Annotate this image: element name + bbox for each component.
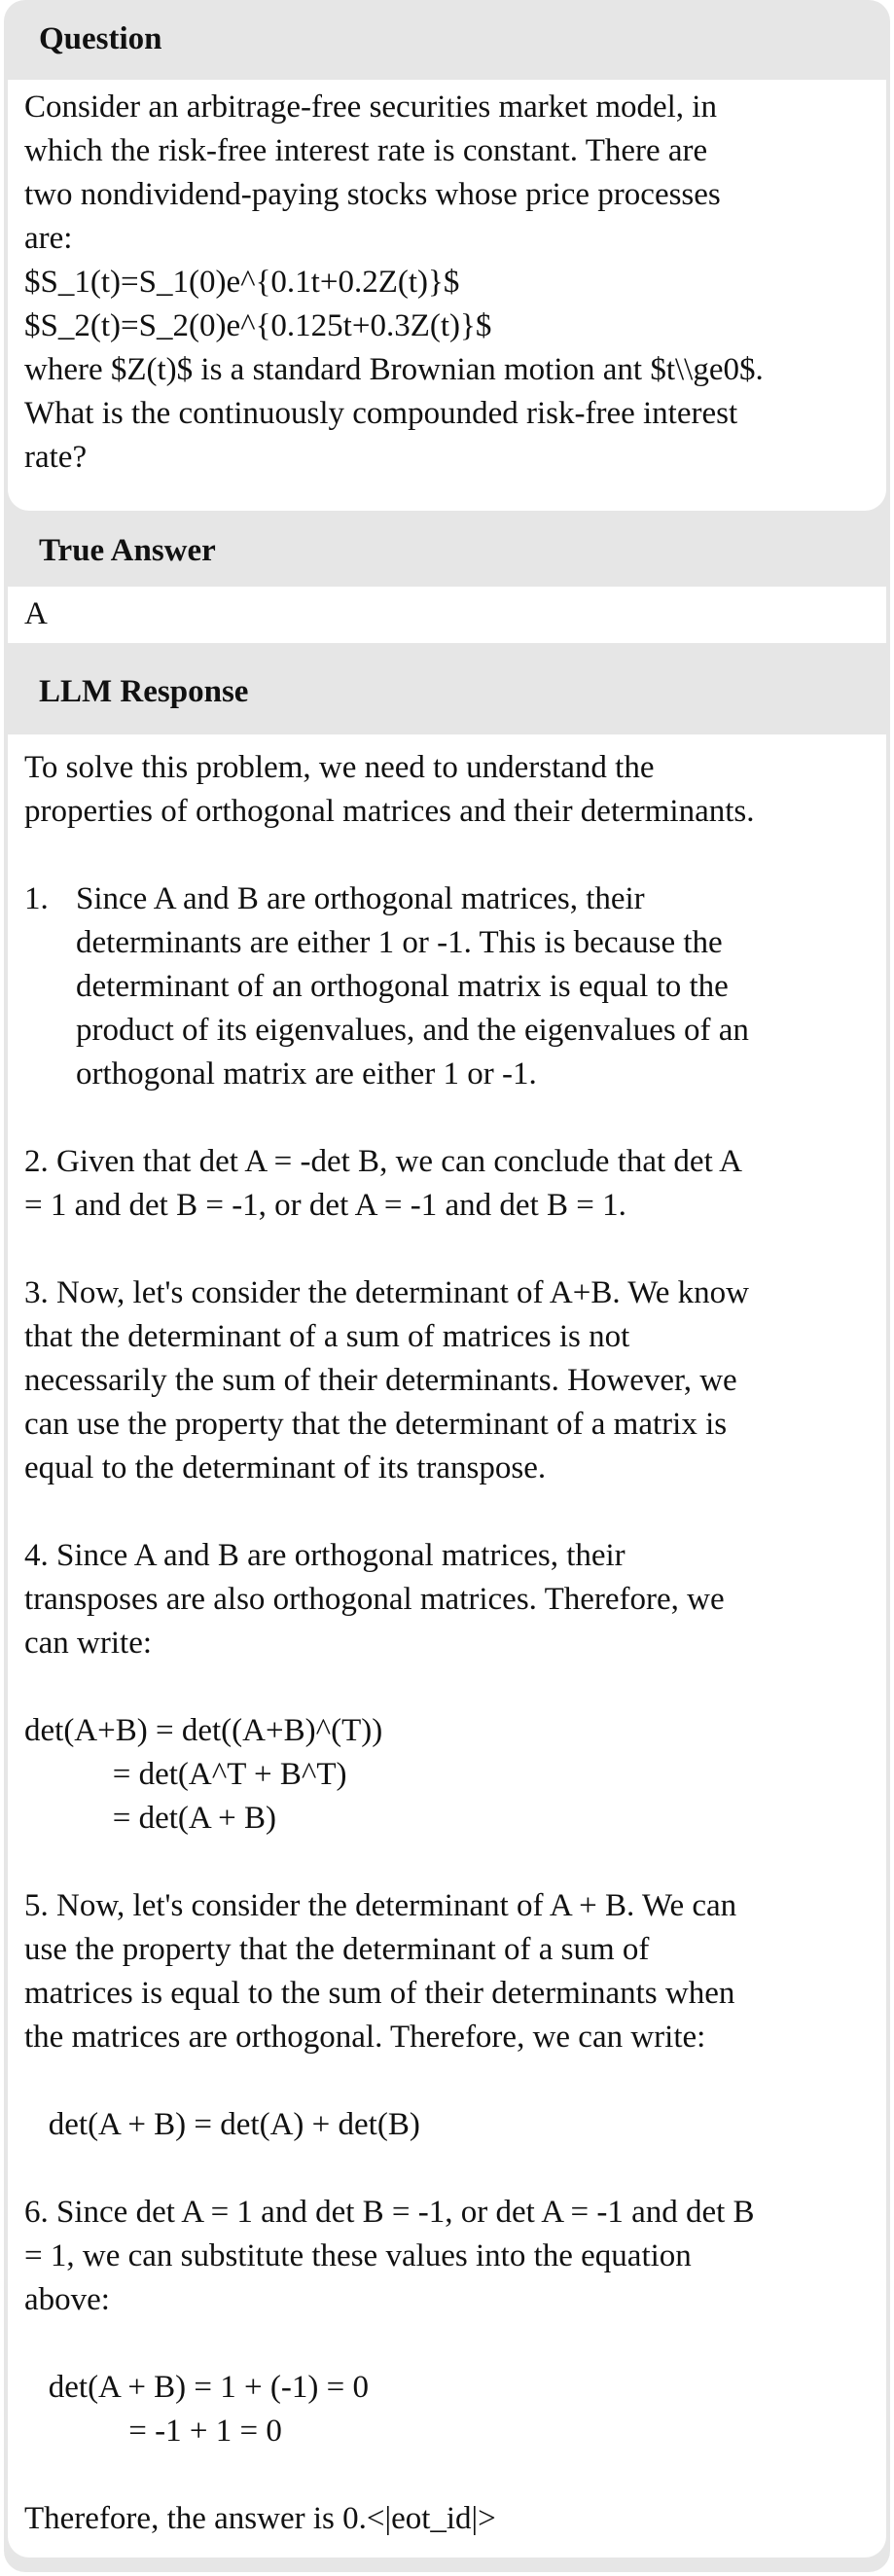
spacer — [24, 2453, 876, 2497]
spacer — [24, 1228, 876, 1271]
question-line: which the risk-free interest rate is constant. There are — [24, 133, 708, 168]
equation-block: det(A + B) = det(A) + det(B) — [24, 2107, 420, 2142]
response-step-6: 6. Since det A = 1 and det B = -1, or det A = -1 and det B = 1, we can substitute these values into the equation above: — [24, 2195, 755, 2317]
response-conclusion: Therefore, the answer is 0.<|eot_id|> — [24, 2501, 496, 2536]
spacer — [24, 1665, 876, 1709]
question-header: Question — [39, 21, 162, 56]
step-number: 1. — [24, 881, 49, 916]
spacer — [24, 2059, 876, 2103]
question-text — [8, 80, 886, 511]
qa-card — [4, 0, 890, 2572]
question-line: two nondividend-paying stocks whose price processes — [24, 177, 721, 212]
question-line: where $Z(t)$ is a standard Brownian motion ant $t\\ge0$. — [24, 352, 764, 387]
question-line: rate? — [24, 440, 88, 475]
spacer — [24, 2147, 876, 2191]
spacer — [24, 1841, 876, 1884]
spacer — [24, 834, 876, 877]
true-answer-value: A — [8, 587, 886, 643]
question-line: What is the continuously compounded risk-free interest — [24, 396, 738, 431]
response-step-2: 2. Given that det A = -det B, we can conclude that det A = 1 and det B = -1, or det A = -1 and det B = 1. — [24, 1144, 743, 1223]
response-step-4: 4. Since A and B are orthogonal matrices, their transposes are also orthogonal matrices. Therefore, we can write: — [24, 1538, 725, 1661]
response-step-5: 5. Now, let's consider the determinant of A + B. We can use the property that the determinant of a sum of matrices is equal to the sum of their determinants when the matrices are orthogonal. Therefore, we can write: — [24, 1888, 737, 2055]
equation-block: det(A + B) = 1 + (-1) = 0 = -1 + 1 = 0 — [48, 2370, 369, 2449]
response-step-3: 3. Now, let's consider the determinant of A+B. We know that the determinant of a sum of matrices is not necessarily the sum of their determinants. However, we can use the property that the determinant of a matrix is equal to the determinant of its transpose. — [24, 1275, 750, 1485]
spacer — [24, 2322, 876, 2366]
llm-response-header: LLM Response — [39, 674, 249, 709]
step-text: Since A and B are orthogonal matrices, their determinants are either 1 or -1. This is because the determinant of an orthogonal matrix is equal to the product of its eigenvalues, and the eigenvalues of an orthogonal matrix are either 1 or -1. — [76, 881, 749, 1091]
llm-response-text — [8, 734, 886, 2558]
equation-block: det(A+B) = det((A+B)^(T)) = det(A^T + B^T) = det(A + B) — [24, 1713, 383, 1836]
response-steps-list — [24, 877, 876, 1096]
question-line: $S_2(t)=S_2(0)e^{0.125t+0.3Z(t)}$ — [24, 308, 492, 343]
true-answer-header: True Answer — [39, 533, 216, 568]
question-line: $S_1(t)=S_1(0)e^{0.1t+0.2Z(t)}$ — [24, 265, 460, 300]
response-intro: To solve this problem, we need to understand the properties of orthogonal matrices and their determinants. — [24, 750, 755, 829]
spacer — [24, 1096, 876, 1140]
response-step-1 — [24, 877, 876, 1096]
question-line: are: — [24, 221, 73, 256]
question-line: Consider an arbitrage-free securities market model, in — [24, 89, 717, 125]
spacer — [24, 1490, 876, 1534]
